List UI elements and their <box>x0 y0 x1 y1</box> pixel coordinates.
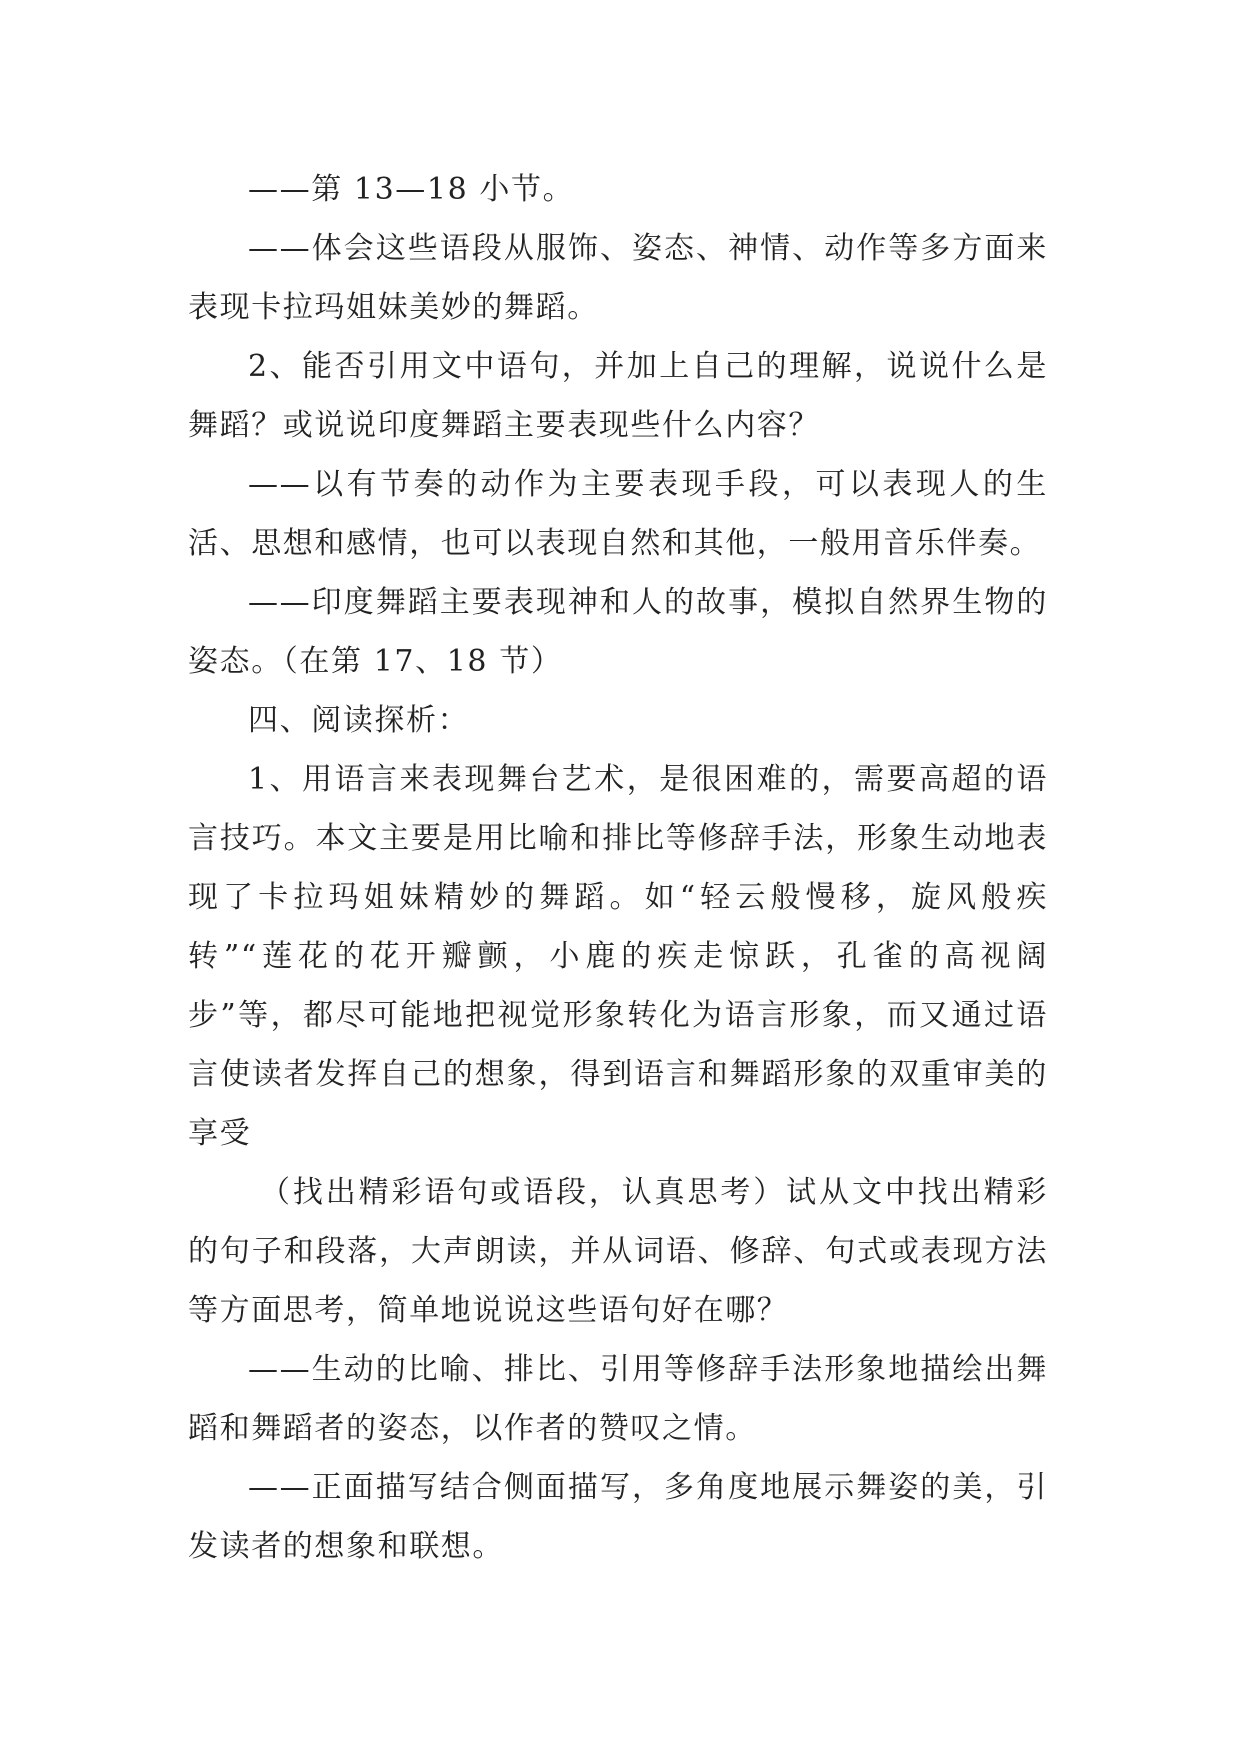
paragraph-description-answer: ——正面描写结合侧面描写，多角度地展示舞姿的美，引发读者的想象和联想。 <box>188 1470 1048 1564</box>
paragraph-section-range: ——第 13—18 小节。 <box>248 172 575 207</box>
paragraph-find-sentences: （找出精彩语句或语段，认真思考）试从文中找出精彩的句子和段落，大声朗读，并从词语、修辞、句式或表现方法等方面思考，简单地说说这些语句好在哪？ <box>188 1175 1048 1328</box>
paragraph-analysis-1: 1、用语言来表现舞台艺术，是很困难的，需要高超的语言技巧。本文主要是用比喻和排比等修辞手法，形象生动地表现了卡拉玛姐妹精妙的舞蹈。如“轻云般慢移，旋风般疾转”“莲花的花开瓣颤，小鹿的疾走惊跃，孔雀的高视阔步”等，都尽可能地把视觉形象转化为语言形象，而又通过语言使读者发挥自己的想象，得到语言和舞蹈形象的双重审美的享受 <box>188 762 1048 1151</box>
paragraph-rhetoric-answer: ——生动的比喻、排比、引用等修辞手法形象地描绘出舞蹈和舞蹈者的姿态，以作者的赞叹之情。 <box>188 1352 1048 1446</box>
paragraph-indian-dance: ——印度舞蹈主要表现神和人的故事，模拟自然界生物的姿态。（在第 17、18 节） <box>188 585 1048 679</box>
document-body <box>188 160 1048 1576</box>
paragraph-question-2: 2、能否引用文中语句，并加上自己的理解，说说什么是舞蹈？或说说印度舞蹈主要表现些什么内容？ <box>188 349 1048 443</box>
paragraph-dance-definition: ——以有节奏的动作为主要表现手段，可以表现人的生活、思想和感情，也可以表现自然和其他，一般用音乐伴奏。 <box>188 467 1048 561</box>
section-heading-reading-analysis: 四、阅读探析： <box>248 703 470 738</box>
paragraph-experience-passages: ——体会这些语段从服饰、姿态、神情、动作等多方面来表现卡拉玛姐妹美妙的舞蹈。 <box>188 231 1048 325</box>
